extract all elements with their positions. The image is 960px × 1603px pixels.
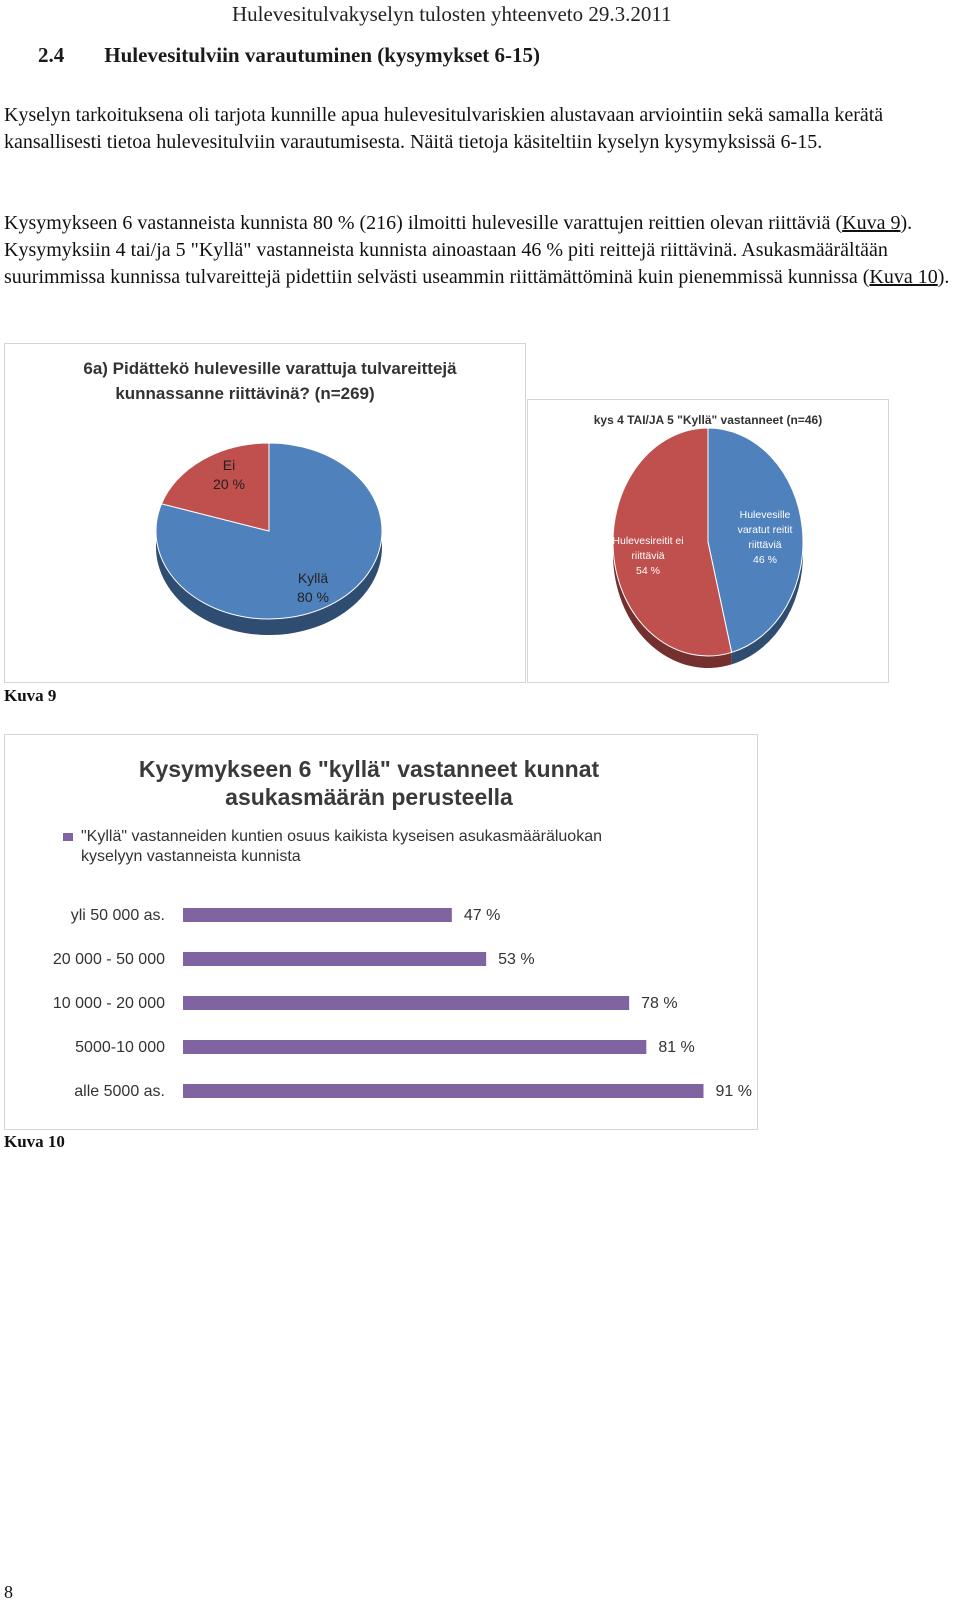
caption-kuva-9: Kuva 9 xyxy=(4,686,57,705)
bar xyxy=(183,1040,646,1054)
pie1-pct-kylla: 80 % xyxy=(297,589,329,605)
pie2-label-ei-riittavia-2: riittäviä xyxy=(631,550,665,562)
bar-value-label: 47 % xyxy=(463,907,501,924)
page-header: Hulevesitulvakyselyn tulosten yhteenveto 29.3.2011 xyxy=(232,2,672,26)
legend-swatch xyxy=(63,833,73,841)
pie1-title-line1: 6a) Pidättekö hulevesille varattuja tulvareittejä xyxy=(83,359,457,378)
pie1-label-ei: Ei xyxy=(222,457,236,473)
caption-kuva-10: Kuva 10 xyxy=(4,1132,65,1151)
bar xyxy=(183,952,486,966)
bar xyxy=(183,1084,704,1098)
pie2-label-ei-riittavia-1: Hulevesireitit ei xyxy=(612,535,684,547)
pie1-title-line2: kunnassanne riittävinä? (n=269) xyxy=(115,384,375,403)
pie2-pct-ei-riittavia: 54 % xyxy=(636,565,660,577)
link-kuva-9[interactable]: Kuva 9 xyxy=(842,212,901,234)
pie-chart-2-svg xyxy=(528,400,888,682)
pie1-pct-ei: 20 % xyxy=(213,476,245,492)
pie-chart-kylla-vastanneet xyxy=(527,399,889,683)
bar-value-label: 53 % xyxy=(498,951,535,968)
pie2-label-riittavia-2: varatut reitit xyxy=(737,524,793,536)
section-number: 2.4 xyxy=(38,43,65,67)
bar-chart-asukasmaara xyxy=(4,734,758,1130)
bar xyxy=(183,996,629,1010)
paragraph-intro: Kyselyn tarkoituksena oli tarjota kunnille apua hulevesitulvariskien alustavaan arviointiin sekä samalla kerätä kansallisesti tietoa hulevesitulviin varautumisesta. Näitä tietoja käsiteltiin kyselyn kysymyksissä 6-15. xyxy=(4,104,884,153)
pie1-label-kylla: Kyllä xyxy=(297,570,329,586)
bar-category-label: 20 000 - 50 000 xyxy=(52,951,165,968)
bar xyxy=(183,908,452,922)
bar-value-label: 81 % xyxy=(658,1039,695,1056)
bar-chart-title-line2: asukasmäärän perusteella xyxy=(225,784,513,810)
bar-chart-title-line1: Kysymykseen 6 "kyllä" vastanneet kunnat xyxy=(138,756,600,782)
paragraph-results: Kysymykseen 6 vastanneista kunnista 80 % (216) ilmoitti hulevesille varattujen reittien olevan riittäviä (Kuva 9). Kysymyksiin 4 tai/ja 5 "Kyllä" vastanneista kunnista ainoastaan 46 % piti reittejä riittävinä. Asukasmäärältään suurimmissa kunnissa tulvareittejä pidettiin selvästi useammin riittämättöminä kuin pienemmissä kunnissa (Kuva 10). xyxy=(4,212,950,288)
bar-category-label: 5000-10 000 xyxy=(75,1039,165,1056)
bar-category-label: alle 5000 as. xyxy=(74,1083,165,1100)
pie2-label-riittavia-1: Hulevesille xyxy=(739,509,791,521)
bar-value-label: 91 % xyxy=(715,1083,752,1100)
bar-category-label: yli 50 000 as. xyxy=(70,907,165,924)
bar-chart-svg xyxy=(5,735,757,1129)
section-title xyxy=(38,43,540,68)
pie2-pct-riittavia: 46 % xyxy=(753,554,777,566)
bar-category-label: 10 000 - 20 000 xyxy=(52,995,165,1012)
legend-line2: kyselyyn vastanneista kunnista xyxy=(81,848,301,865)
legend-line1: "Kyllä" vastanneiden kuntien osuus kaikista kyseisen asukasmääräluokan xyxy=(81,828,602,845)
pie-chart-1-svg xyxy=(5,344,525,682)
bar-value-label: 78 % xyxy=(641,995,678,1012)
page-number: 8 xyxy=(4,1582,13,1602)
pie2-title: kys 4 TAI/JA 5 "Kyllä" vastanneet (n=46) xyxy=(593,413,823,427)
pie-chart-tulvareitit xyxy=(4,343,526,683)
bars xyxy=(53,907,752,1100)
pie2-label-riittavia-3: riittäviä xyxy=(748,539,782,551)
section-title-text: Hulevesitulviin varautuminen (kysymykset 6-15) xyxy=(104,43,541,67)
pie1-slices xyxy=(156,443,382,635)
link-kuva-10[interactable]: Kuva 10 xyxy=(869,266,938,288)
